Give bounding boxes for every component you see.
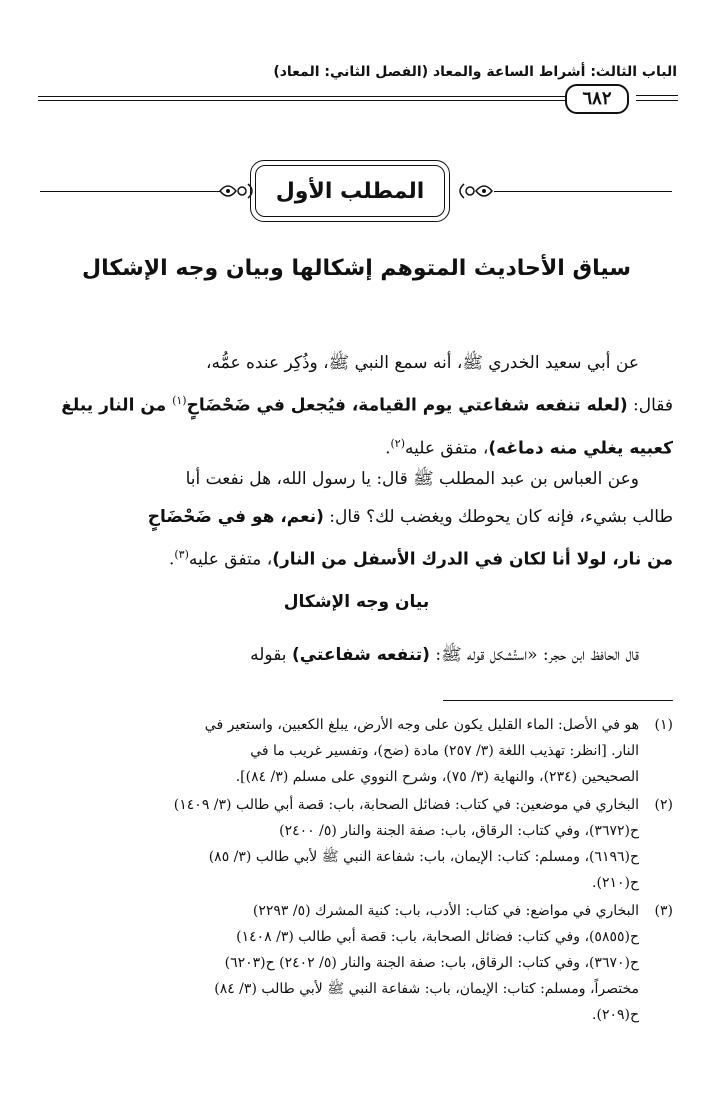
paragraph-1 bbox=[40, 344, 673, 467]
sub-heading: بيان وجه الإشكال bbox=[283, 592, 430, 612]
page-number: ٦٨٢ bbox=[565, 84, 629, 114]
footnote-3 bbox=[40, 898, 673, 1028]
main-heading: سياق الأحاديث المتوهم إشكالها وبيان وجه الإشكال bbox=[81, 256, 631, 281]
footnote-line: ح(٢٠٩). bbox=[592, 1007, 639, 1023]
footnote-1 bbox=[40, 712, 673, 790]
footnote-ref-3: (٣) bbox=[174, 548, 189, 561]
ornament-right-icon bbox=[454, 178, 494, 204]
footnote-line: هو في الأصل: الماء القليل يكون على وجه الأرض، يبلغ الكعبين، واستعير في bbox=[204, 717, 639, 733]
footnote-line: البخاري في موضعين: في كتاب: فضائل الصحابة، باب: قصة أبي طالب (٣/ ١٤٠٩) bbox=[173, 797, 639, 813]
footnote-line: ح(٣٦٧٠)، وفي كتاب: الرقاق، باب: صفة الجنة والنار (٥/ ٢٤٠٢) ح(٦٢٠٣) bbox=[224, 955, 639, 971]
section-title: المطلب الأول bbox=[255, 165, 445, 217]
footnote-ref-1: (١) bbox=[172, 394, 187, 407]
footnote-line: ح(٢١٠). bbox=[592, 875, 639, 891]
paragraph-1-line-1: عن أبي سعيد الخدري ﷺ، أنه سمع النبي ﷺ، وذُكِر عنده عمُّه، bbox=[206, 353, 639, 373]
title-rule-right bbox=[494, 191, 672, 192]
section-title-frame bbox=[250, 160, 450, 222]
header-dash bbox=[636, 95, 678, 101]
footnote-line: ح(٦١٩٦)، ومسلم: كتاب: الإيمان، باب: شفاعة النبي ﷺ لأبي طالب (٣/ ٨٥) bbox=[208, 849, 639, 865]
footnote-line: ح(٥٨٥٥)، وفي كتاب: فضائل الصحابة، باب: قصة أبي طالب (٣/ ١٤٠٨) bbox=[236, 929, 639, 945]
footnote-number: (١) bbox=[654, 717, 673, 733]
footnote-line: الصحيحين (٢٣٤)، والنهاية (٣/ ٧٥)، وشرح النووي على مسلم (٣/ ٨٤)]. bbox=[235, 769, 639, 785]
footnote-number: (٣) bbox=[654, 903, 673, 919]
footnote-line: النار. [انظر: تهذيب اللغة (٣/ ٢٥٧) مادة (ضح)، وتفسير غريب ما في bbox=[250, 743, 639, 759]
footnote-number: (٢) bbox=[654, 797, 673, 813]
paragraph-1-line-3: كعبيه يغلي منه دماغه)، متفق عليه$^{(٢)}$. bbox=[385, 436, 673, 459]
paragraph-2-line-1: وعن العباس بن عبد المطلب ﷺ قال: يا رسول الله، هل نفعت أبا bbox=[185, 469, 639, 489]
footnote-line: ح(٣٦٧٢)، وفي كتاب: الرقاق، باب: صفة الجنة والنار (٥/ ٢٤٠٠) bbox=[279, 823, 639, 839]
paragraph-2-line-2: طالب بشيء، فإنه كان يحوطك ويغضب لك؟ قال: (نعم، هو في ضَحْضَاحٍ bbox=[147, 507, 673, 527]
paragraph-1-line-2: فقال: (لعله تنفعه شفاعتي يوم القيامة، فيُجعل في ضَحْضَاحٍ$^{(١)}$ من النار يبلغ bbox=[61, 394, 673, 416]
title-rule-left bbox=[40, 191, 220, 192]
footnote-2 bbox=[40, 792, 673, 896]
footnote-ref-2: (٢) bbox=[390, 436, 406, 450]
paragraph-3-line-1: قال الحافظ ابن حجر: «استُشكل قوله ﷺ: (تنفعه شفاعتي) بقوله bbox=[250, 645, 639, 665]
paragraph-2 bbox=[40, 460, 673, 579]
running-title: الباب الثالث: أشراط الساعة والمعاد (الفصل الثاني: المعاد) bbox=[273, 64, 677, 80]
paragraph-3 bbox=[40, 636, 673, 674]
paragraph-2-line-3: من نار، لولا أنا لكان في الدرك الأسفل من النار)، متفق عليه$^{(٣)}$. bbox=[168, 548, 673, 570]
footnotes bbox=[40, 712, 673, 1030]
footnote-line: مختصراً، ومسلم: كتاب: الإيمان، باب: شفاعة النبي ﷺ لأبي طالب (٣/ ٨٤) bbox=[214, 981, 639, 997]
footnote-line: البخاري في مواضع: في كتاب: الأدب، باب: كنية المشرك (٥/ ٢٢٩٣) bbox=[252, 903, 639, 919]
footnote-separator bbox=[443, 700, 673, 701]
header-rule bbox=[38, 96, 621, 101]
